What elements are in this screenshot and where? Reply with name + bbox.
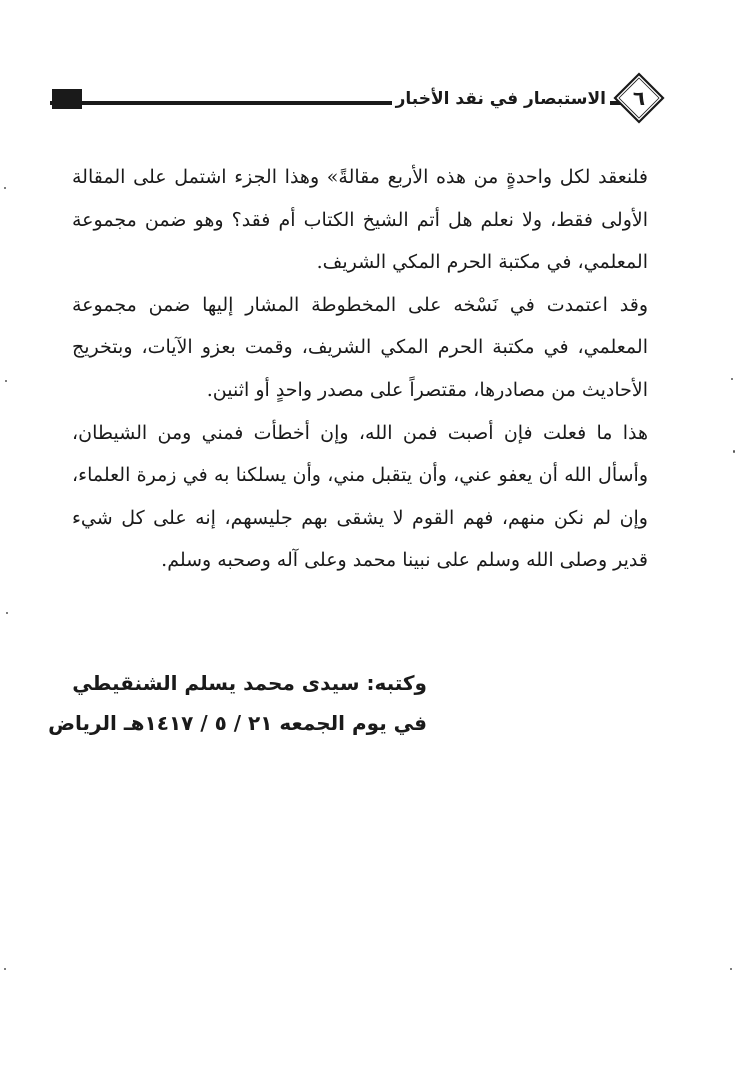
running-header bbox=[50, 84, 610, 114]
paragraph: فلنعقد لكل واحدةٍ من هذه الأربع مقالةً» وهذا الجزء اشتمل على المقالة الأولى فقط، ولا نعلم هل أتم الشيخ الكتاب أم فقد؟ وهو ضمن مجموعة المعلمي، في مكتبة الحرم المكي الشريف. bbox=[72, 166, 648, 274]
main-text bbox=[72, 156, 672, 582]
scan-speck bbox=[5, 380, 7, 382]
paragraph: هذا ما فعلت فإن أصبت فمن الله، وإن أخطأت فمني ومن الشيطان، وأسأل الله أن يعفو عني، وأن يتقبل مني، وأن يسلكنا به في زمرة العلماء، وإن لم نكن منهم، فهم القوم لا يشقى بهم جليسهم، إنه على كل شيء قدير وصلى الله وسلم على نبينا محمد وعلى آله وصحبه وسلم. bbox=[72, 421, 648, 572]
signature-date: في يوم الجمعه ٢١ / ٥ / ١٤١٧هـ الرياض bbox=[48, 711, 427, 735]
signature-author: وكتبه: سيدى محمد يسلم الشنقيطي bbox=[72, 671, 427, 695]
paragraph: وقد اعتمدت في نَسْخه على المخطوطة المشار إليها ضمن مجموعة المعلمي، في مكتبة الحرم المكي الشريف، وقمت بعزو الآيات، وبتخريج الأحاديث من مصادرها، مقتصراً على مصدر واحدٍ أو اثنين. bbox=[72, 293, 648, 401]
scan-speck bbox=[4, 968, 6, 970]
scan-speck bbox=[730, 968, 732, 970]
running-header-title: الاستبصار في نقد الأخبار bbox=[392, 89, 610, 109]
page-number-badge bbox=[613, 72, 665, 124]
scan-speck bbox=[4, 187, 6, 189]
signature-block bbox=[48, 663, 427, 743]
scan-speck bbox=[731, 378, 733, 380]
page-number: ٦ bbox=[632, 86, 646, 110]
scan-speck bbox=[6, 612, 8, 614]
scan-speck bbox=[733, 450, 735, 453]
